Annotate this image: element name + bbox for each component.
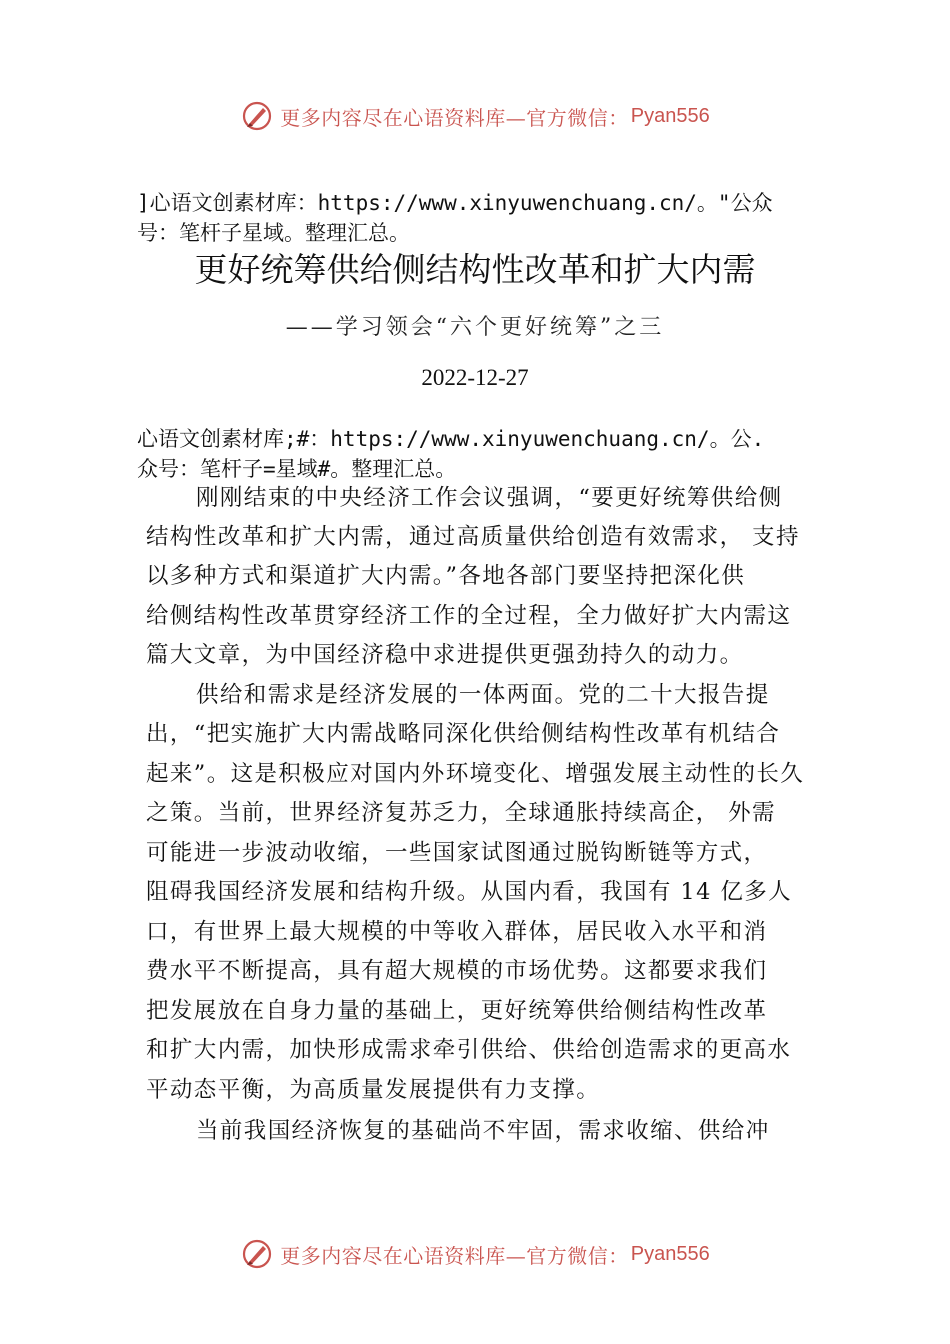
header-banner xyxy=(0,94,950,138)
paragraph-2-line-5: 可能进一步波动收缩，一些国家试图通过脱钩断链等方式， xyxy=(146,840,768,866)
publish-date: 2022-12-27 xyxy=(421,365,529,390)
paragraph-2-line-3: 起来”。这是积极应对国内外环境变化、增强发展主动性的长久 xyxy=(146,761,805,787)
banner-text: 更多内容尽在心语资料库—官方微信： xyxy=(280,105,629,130)
paragraph-2-line-6: 阻碍我国经济发展和结构升级。从国内看，我国有 14 亿多人 xyxy=(146,879,793,905)
quill-pen-logo-icon xyxy=(240,1237,274,1271)
quill-pen-logo-icon xyxy=(240,99,274,133)
source-note-2-line-1: 心语文创素材库;#：https://www.xinyuwenchuang.cn/。公. xyxy=(137,427,765,451)
source-note-2-line-2: 众号：笔杆子=星域#。整理汇总。 xyxy=(137,457,457,481)
paragraph-2-line-8: 费水平不断提高，具有超大规模的市场优势。这都要求我们 xyxy=(146,958,768,984)
paragraph-1-line-2: 结构性改革和扩大内需，通过高质量供给创造有效需求， 支持 xyxy=(146,524,800,550)
paragraph-2-line-7: 口，有世界上最大规模的中等收入群体，居民收入水平和消 xyxy=(146,919,768,945)
paragraph-2-line-11: 平动态平衡，为高质量发展提供有力支撑。 xyxy=(146,1077,601,1103)
paragraph-2-line-10: 和扩大内需，加快形成需求牵引供给、供给创造需求的更高水 xyxy=(146,1037,792,1063)
banner-text: 更多内容尽在心语资料库—官方微信： xyxy=(280,1243,629,1268)
banner-wechat-id: Pyan556 xyxy=(630,1242,710,1265)
paragraph-2-line-1: 供给和需求是经济发展的一体两面。党的二十大报告提 xyxy=(196,682,770,708)
footer-banner xyxy=(0,1232,950,1276)
paragraph-1-line-5: 篇大文章，为中国经济稳中求进提供更强劲持久的动力。 xyxy=(146,642,744,668)
paragraph-1-line-3: 以多种方式和渠道扩大内需。”各地各部门要坚持把深化供 xyxy=(146,563,746,589)
banner-wechat-id: Pyan556 xyxy=(630,104,710,127)
paragraph-2-line-4: 之策。当前，世界经济复苏乏力，全球通胀持续高企， 外需 xyxy=(146,800,776,826)
source-note-line-2: 号：笔杆子星域。整理汇总。 xyxy=(137,221,410,245)
paragraph-1-line-1: 刚刚结束的中央经济工作会议强调，“要更好统筹供给侧 xyxy=(196,485,783,511)
paragraph-2-line-9: 把发展放在自身力量的基础上，更好统筹供给侧结构性改革 xyxy=(146,998,768,1024)
paragraph-2-line-2: 出，“把实施扩大内需战略同深化供给侧结构性改革有机结合 xyxy=(146,721,781,747)
paragraph-1-line-4: 给侧结构性改革贯穿经济工作的全过程，全力做好扩大内需这 xyxy=(146,603,792,629)
page-title: 更好统筹供给侧结构性改革和扩大内需 xyxy=(194,250,756,289)
source-note-line-1: ]心语文创素材库：https://www.xinyuwenchuang.cn/。"公众 xyxy=(137,191,773,215)
paragraph-3-line-1: 当前我国经济恢复的基础尚不牢固，需求收缩、供给冲 xyxy=(196,1118,770,1144)
page-subtitle: ——学习领会“六个更好统筹”之三 xyxy=(285,315,665,340)
